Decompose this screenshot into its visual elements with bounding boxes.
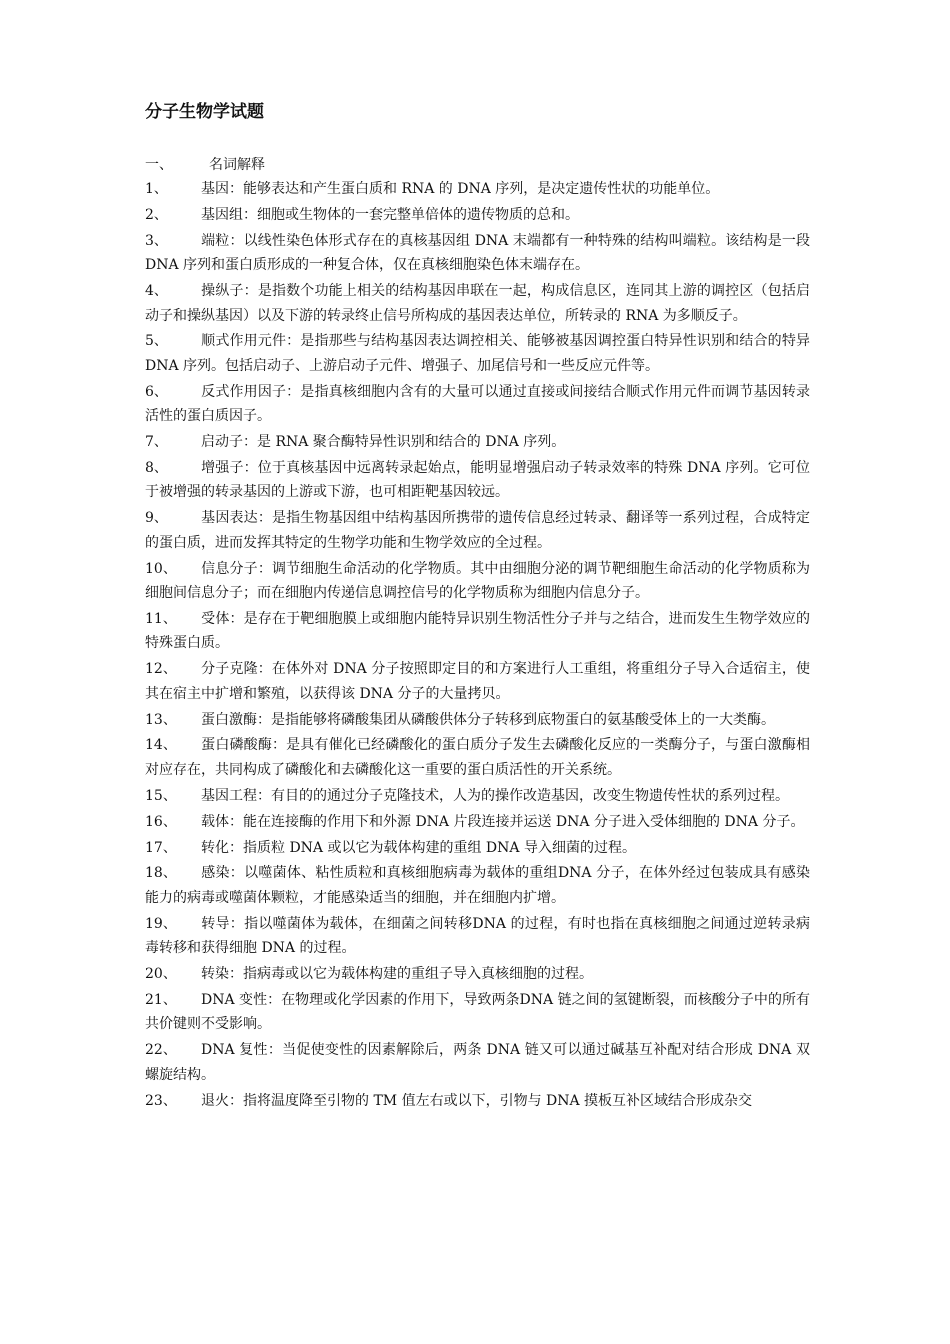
definition-entry [145,1038,810,1087]
definition-entry [145,836,810,860]
entry-number: 13、 [145,711,177,728]
definition-entry [145,784,810,808]
definition-entry [145,657,810,706]
definition-entry [145,912,810,961]
entry-number: 22、 [145,1042,177,1059]
entry-number: 10、 [145,560,177,577]
definition-entry [145,607,810,656]
entry-text: 载体：能在连接酶的作用下和外源 DNA 片段连接并运送 DNA 分子进入受体细胞的 DNA 分子。 [201,813,805,830]
definition-entry [145,380,810,429]
entry-number: 19、 [145,915,177,932]
entry-number: 1、 [145,181,168,197]
entry-text: 基因：能够表达和产生蛋白质和 RNA 的 DNA 序列，是决定遗传性状的功能单位。 [201,181,720,197]
document-page [145,98,810,1115]
definition-entry [145,203,810,227]
entry-number: 16、 [145,813,177,830]
entry-number: 8、 [145,459,168,476]
entry-number: 17、 [145,839,177,856]
entry-number: 6、 [145,383,168,400]
entry-text: DNA 变性：在物理或化学因素的作用下，导致两条DNA 链之间的氢键断裂，而核酸分子中的所有共价键则不受影响。 [145,992,810,1033]
entry-text: 顺式作用元件：是指那些与结构基因表达调控相关、能够被基因调控蛋白特异性识别和结合的特异 DNA 序列。包括启动子、上游启动子元件、增强子、加尾信号和一些反应元件等。 [145,333,810,374]
entry-number: 11、 [145,610,177,627]
definition-entry [145,810,810,834]
entry-text: 启动子：是 RNA 聚合酶特异性识别和结合的 DNA 序列。 [201,434,566,451]
entry-text: 基因表达：是指生物基因组中结构基因所携带的遗传信息经过转录、翻译等一系列过程，合成特定的蛋白质，进而发挥其特定的生物学功能和生物学效应的全过程。 [145,510,810,551]
section-heading [145,153,810,177]
entry-text: 蛋白激酶：是指能够将磷酸集团从磷酸供体分子转移到底物蛋白的氨基酸受体上的一大类酶。 [201,711,775,728]
entry-text: 反式作用因子：是指真核细胞内含有的大量可以通过直接或间接结合顺式作用元件而调节基因转录活性的蛋白质因子。 [145,383,810,425]
entry-number: 20、 [145,966,177,983]
entry-number: 7、 [145,434,168,451]
entry-text: 退火：指将温度降至引物的 TM 值左右或以下，引物与 DNA 摸板互补区域结合形成杂交 [201,1092,753,1109]
entry-number: 12、 [145,661,177,678]
entry-text: 基因工程：有目的的通过分子克隆技术，人为的操作改造基因，改变生物遗传性状的系列过程。 [201,787,789,804]
section-number: 一、 [145,157,173,173]
entry-text: 蛋白磷酸酶：是具有催化已经磷酸化的蛋白质分子发生去磷酸化反应的一类酶分子，与蛋白激酶相对应存在，共同构成了磷酸化和去磷酸化这一重要的蛋白质活性的开关系统。 [145,737,810,778]
entry-number: 2、 [145,206,168,223]
definition-entry [145,430,810,454]
entry-text: 操纵子：是指数个功能上相关的结构基因串联在一起，构成信息区，连同其上游的调控区（包括启动子和操纵基因）以及下游的转录终止信号所构成的基因表达单位，所转录的 RNA 为多顺反子。 [145,283,810,324]
definition-entry [145,456,810,505]
definition-entry [145,279,810,328]
entry-text: 受体：是存在于靶细胞膜上或细胞内能特异识别生物活性分子并与之结合，进而发生生物学效应的特殊蛋白质。 [145,610,810,652]
entry-text: 增强子：位于真核基因中远离转录起始点，能明显增强启动子转录效率的特殊 DNA 序列。它可位于被增强的转录基因的上游或下游，也可相距靶基因较远。 [145,459,810,501]
entry-text: 基因组：细胞或生物体的一套完整单倍体的遗传物质的总和。 [201,206,579,223]
section-title: 名词解释 [209,157,265,173]
entry-number: 9、 [145,510,168,527]
entry-number: 14、 [145,737,177,754]
entry-number: 23、 [145,1092,177,1109]
entry-number: 21、 [145,992,177,1008]
entry-text: 端粒：以线性染色体形式存在的真核基因组 DNA 末端都有一种特殊的结构叫端粒。该结构是一段 DNA 序列和蛋白质形成的一种复合体，仅在真核细胞染色体末端存在。 [145,232,810,274]
definition-entry [145,988,810,1037]
entry-text: 转化：指质粒 DNA 或以它为载体构建的重组 DNA 导入细菌的过程。 [201,839,636,856]
definition-entry [145,861,810,910]
definition-entry [145,229,810,278]
definition-entry [145,1089,810,1113]
entry-number: 3、 [145,232,168,249]
definition-entry [145,708,810,732]
definition-entry [145,329,810,378]
page-title: 分子生物学试题 [145,102,264,122]
entry-number: 18、 [145,865,177,882]
entry-number: 15、 [145,787,177,804]
definition-entry [145,962,810,986]
definition-entry [145,177,810,201]
definition-list [145,177,810,1113]
definition-entry [145,557,810,606]
entry-number: 4、 [145,283,168,300]
entry-text: 信息分子：调节细胞生命活动的化学物质。其中由细胞分泌的调节靶细胞生命活动的化学物质称为细胞间信息分子；而在细胞内传递信息调控信号的化学物质称为细胞内信息分子。 [145,560,810,601]
entry-text: 感染：以噬菌体、粘性质粒和真核细胞病毒为载体的重组DNA 分子，在体外经过包装成具有感染能力的病毒或噬菌体颗粒，才能感染适当的细胞，并在细胞内扩增。 [145,865,810,906]
entry-text: 转染：指病毒或以它为载体构建的重组子导入真核细胞的过程。 [201,966,593,983]
entry-number: 5、 [145,333,168,350]
entry-text: 分子克隆：在体外对 DNA 分子按照即定目的和方案进行人工重组，将重组分子导入合适宿主，使其在宿主中扩增和繁殖，以获得该 DNA 分子的大量拷贝。 [145,661,810,702]
entry-text: DNA 复性：当促使变性的因素解除后，两条 DNA 链又可以通过碱基互补配对结合形成 DNA 双螺旋结构。 [145,1042,810,1083]
entry-text: 转导：指以噬菌体为载体，在细菌之间转移DNA 的过程，有时也指在真核细胞之间通过逆转录病毒转移和获得细胞 DNA 的过程。 [145,915,810,957]
definition-entry [145,733,810,782]
definition-entry [145,506,810,555]
